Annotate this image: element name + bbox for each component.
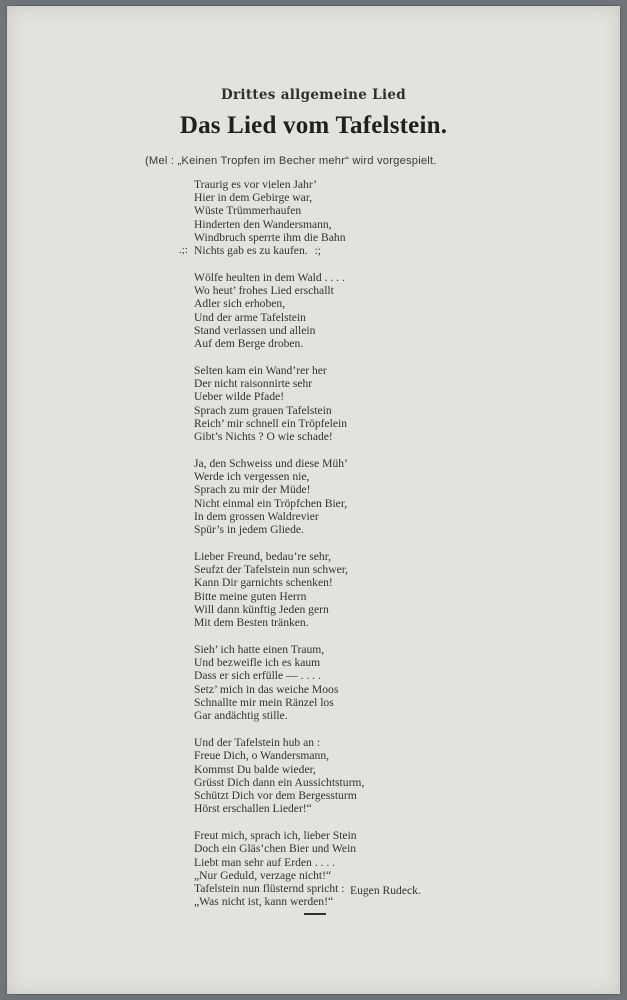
verse-line: Der nicht raisonnirte sehr [194,377,313,391]
verse-line: „Was nicht ist, kann werden!“ [194,895,334,909]
verse-line: „Nur Geduld, verzage nicht!“ [194,868,332,882]
verse-line: Mit dem Besten tränken. [194,616,309,630]
verse-line: Wo heut’ frohes Lied erschallt [194,284,334,298]
verse-line: Hier in dem Gebirge war, [194,191,313,205]
poem [179,178,454,922]
stanza-4 [194,457,454,536]
verse-line: Doch ein Gläs’chen Bier und Wein [194,842,357,856]
stanza-5 [194,550,454,629]
verse-line: Sprach zu mir der Müde! [194,483,311,497]
verse-line: Ja, den Schweiss und diese Müh’ [194,457,348,471]
verse-line: Kann Dir garnichts schenken! [194,576,333,590]
repeat-open-mark: .;: [179,244,188,257]
stanza-3 [194,364,454,443]
verse-line: Setz’ mich in das weiche Moos [194,682,339,696]
verse-line: Freue Dich, o Wandersmann, [194,749,330,763]
verse-line: Hörst erschallen Lieder!“ [194,802,312,816]
verse-line: Sprach zum grauen Tafelstein [194,403,332,417]
melody-note: (Mel : „Keinen Tropfen im Becher mehr“ wird vorgespielt. [145,155,437,167]
verse-line: Und bezweifle ich es kaum [194,656,321,670]
song-title: Das Lied vom Tafelstein. [179,112,448,139]
verse-line: Windbruch sperrte ihm die Bahn [194,230,346,244]
verse-line: Und der Tafelstein hub an : [194,736,321,750]
verse-line: Wölfe heulten in dem Wald . . . . [194,271,345,285]
verse-line: Hinderten den Wandersmann, [194,217,332,231]
verse-line: Schützt Dich vor dem Bergessturm [194,788,357,802]
verse-line: Grüsst Dich dann ein Aussichtsturm, [194,775,365,789]
verse-line: Liebt man sehr auf Erden . . . . [194,855,336,869]
verse-line: Lieber Freund, bedau’re sehr, [194,550,331,564]
verse-line: Schnallte mir mein Ränzel los [194,695,334,709]
stanza-1 [179,178,454,258]
verse-line: Ueber wilde Pfade! [194,390,285,404]
verse-line: Will dann künftig Jeden gern [194,602,329,616]
verse-line: Bitte meine guten Herrn [194,589,307,603]
verse-line: Reich’ mir schnell ein Tröpfelein [194,416,348,430]
verse-line: In dem grossen Waldrevier [194,509,319,523]
song-number-heading: Drittes allgemeine Lied [221,87,406,103]
verse-line: Gar andächtig stille. [194,709,288,723]
verse-line-repeat [179,244,454,258]
verse-line: Selten kam ein Wand’rer her [194,364,327,378]
verse-line: Spür’s in jedem Gliede. [194,523,304,537]
stanza-2 [194,271,454,350]
verse-line: Sieh’ ich hatte einen Traum, [194,643,325,657]
verse-line: Tafelstein nun flüsternd spricht : [194,881,345,895]
verse-line: Stand verlassen und allein [194,323,316,337]
verse-line: Und der arme Tafelstein [194,310,306,324]
verse-line: Freut mich, sprach ich, lieber Stein [194,829,357,843]
verse-line: Wüste Trümmerhaufen [194,204,302,218]
song-sheet [7,6,620,994]
verse-line: Traurig es vor vielen Jahr’ [194,178,317,191]
author-signature: Eugen Rudeck. [350,884,421,897]
verse-line: Adler sich erhoben, [194,297,286,311]
verse-line: Nicht einmal ein Tröpfchen Bier, [194,496,348,510]
verse-line: Werde ich vergessen nie, [194,470,310,484]
stanza-6 [194,643,454,722]
verse-line: Auf dem Berge droben. [194,337,304,351]
verse-line: Dass er sich erfülle — . . . . [194,669,321,683]
repeat-close-mark: :; [314,244,322,258]
verse-text: Nichts gab es zu kaufen. [194,244,308,258]
verse-line: Kommst Du balde wieder, [194,762,316,776]
verse-line: Seufzt der Tafelstein nun schwer, [194,563,349,577]
verse-line: Gibt’s Nichts ? O wie schade! [194,430,333,444]
end-divider [304,913,326,915]
stanza-7 [194,736,454,815]
